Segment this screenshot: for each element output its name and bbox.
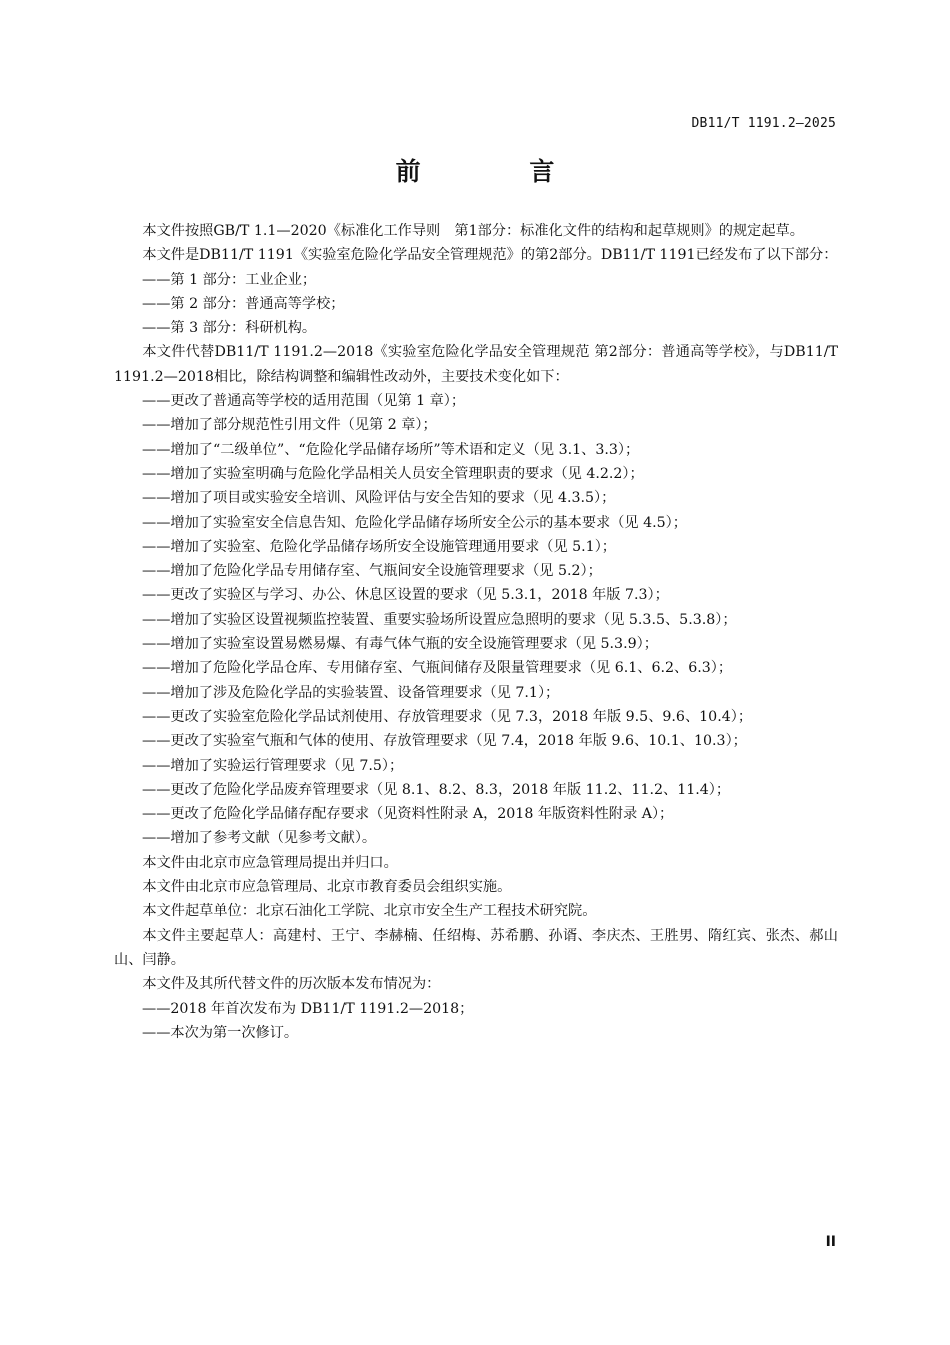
list-item: ——第 1 部分：工业企业； [142,271,317,288]
list-item: ——增加了危险化学品专用储存室、气瓶间安全设施管理要求（见 5.2）； [142,563,602,580]
list-item: ——2018 年首次发布为 DB11/T 1191.2—2018； [142,1000,474,1017]
paragraph: 本文件是DB11/T 1191《实验室危险化学品安全管理规范》的第2部分。DB11/T 1191已经发布了以下部分： [142,247,838,264]
list-item: ——第 3 部分：科研机构。 [142,320,317,337]
list-item: ——更改了普通高等学校的适用范围（见第 1 章）； [142,393,466,410]
list-item: ——更改了危险化学品废弃管理要求（见 8.1、8.2、8.3，2018 年版 11.2、11.2、11.4）； [142,781,731,798]
list-item: ——增加了实验区设置视频监控装置、重要实验场所设置应急照明的要求（见 5.3.5、5.3.8）； [142,611,737,628]
page-number: II [825,1234,836,1250]
paragraph: 本文件由北京市应急管理局提出并归口。 [142,854,398,871]
list-item: ——增加了实验运行管理要求（见 7.5）； [142,757,404,774]
list-item: ——增加了涉及危险化学品的实验装置、设备管理要求（见 7.1）； [142,684,560,701]
document-code: DB11/T 1191.2—2025 [691,116,836,131]
list-item: ——增加了实验室明确与危险化学品相关人员安全管理职责的要求（见 4.2.2）； [142,465,644,482]
list-item: ——更改了实验区与学习、办公、休息区设置的要求（见 5.3.1，2018 年版 7.3）； [142,587,669,604]
list-item: ——更改了实验室气瓶和气体的使用、存放管理要求（见 7.4，2018 年版 9.6、10.1、10.3）； [142,733,747,750]
document-body [114,219,838,1045]
paragraph: 本文件由北京市应急管理局、北京市教育委员会组织实施。 [142,879,512,896]
list-item: ——更改了实验室危险化学品试剂使用、存放管理要求（见 7.3，2018 年版 9.5、9.6、10.4）； [142,708,753,725]
list-item: ——增加了实验室安全信息告知、危险化学品储存场所安全公示的基本要求（见 4.5）； [142,514,687,531]
list-item: ——更改了危险化学品储存配存要求（见资料性附录 A，2018 年版资料性附录 A）； [142,806,674,823]
page-title: 前 言 [395,157,605,186]
paragraph: 本文件及其所代替文件的历次版本发布情况为： [142,976,441,993]
paragraph: 本文件起草单位：北京石油化工学院、北京市安全生产工程技术研究院。 [142,903,597,920]
paragraph: 本文件代替DB11/T 1191.2—2018《实验室危险化学品安全管理规范 第2部分：普通高等学校》，与DB11/T 1191.2—2018相比，除结构调整和编辑性改动外，主要技术变化如下： [114,344,838,385]
list-item: ——增加了危险化学品仓库、专用储存室、气瓶间储存及限量管理要求（见 6.1、6.2、6.3）； [142,660,733,677]
list-item: ——增加了“二级单位”、“危险化学品储存场所”等术语和定义（见 3.1、3.3）； [142,441,640,458]
list-item: ——增加了实验室设置易燃易爆、有毒气体气瓶的安全设施管理要求（见 5.3.9）； [142,636,658,653]
list-item: ——本次为第一次修订。 [142,1024,299,1041]
list-item: ——第 2 部分：普通高等学校； [142,295,345,312]
list-item: ——增加了参考文献（见参考文献）。 [142,830,377,847]
list-item: ——增加了实验室、危险化学品储存场所安全设施管理通用要求（见 5.1）； [142,538,616,555]
paragraph: 本文件按照GB/T 1.1—2020《标准化工作导则 第1部分：标准化文件的结构和起草规则》的规定起草。 [142,223,804,239]
list-item: ——增加了部分规范性引用文件（见第 2 章）； [142,417,437,434]
list-item: ——增加了项目或实验安全培训、风险评估与安全告知的要求（见 4.3.5）； [142,490,616,507]
paragraph: 本文件主要起草人：高建村、王宁、李赫楠、任绍梅、苏希鹏、孙谞、李庆杰、王胜男、隋红宾、张杰、郝山山、闫静。 [114,927,838,968]
